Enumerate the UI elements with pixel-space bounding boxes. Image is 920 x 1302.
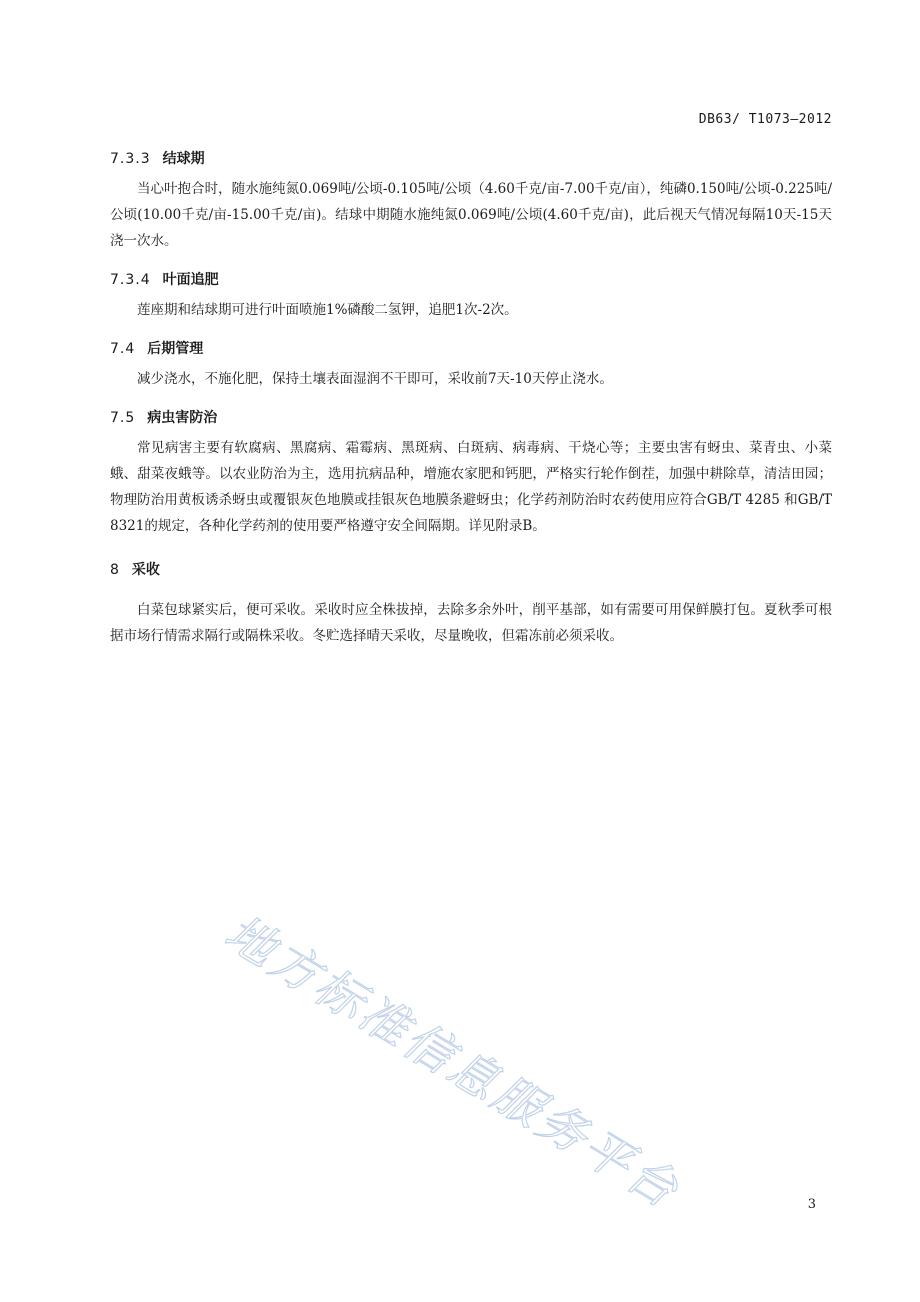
- section-paragraph: 当心叶抱合时，随水施纯氮0.069吨/公顷-0.105吨/公顷（4.60千克/亩-7.00千克/亩），纯磷0.150吨/公顷-0.225吨/公顷(10.00千克/亩-15.00千克/亩)。结球中期随水施纯氮0.069吨/公顷(4.60千克/亩)，此后视天气情况每隔10天-15天浇一次水。: [110, 181, 832, 249]
- section-number: 7.3.4: [110, 272, 151, 288]
- section-paragraph: 白菜包球紧实后，便可采收。采收时应全株拔掉，去除多余外叶，削平基部，如有需要可用保鲜膜打包。夏秋季可根据市场行情需求隔行或隔株采收。冬贮选择晴天采收，尽量晚收，但霜冻前必须采收。: [110, 602, 832, 644]
- section-heading: [110, 267, 832, 293]
- standard-code: DB63/ T1073—2012: [698, 112, 832, 127]
- section-paragraph: 莲座期和结球期可进行叶面喷施1%磷酸二氢钾，追肥1次-2次。: [137, 302, 518, 318]
- section-paragraph: 常见病害主要有软腐病、黑腐病、霜霉病、黑斑病、白斑病、病毒病、干烧心等；主要虫害有蚜虫、菜青虫、小菜蛾、甜菜夜蛾等。以农业防治为主，选用抗病品种，增施农家肥和钙肥，严格实行轮作倒茬，加强中耕除草，清洁田园；物理防治用黄板诱杀蚜虫或覆银灰色地膜或挂银灰色地膜条避蚜虫；化学药剂防治时农药使用应符合GB/T 4285 和GB/T 8321的规定，各种化学药剂的使用要严格遵守安全间隔期。详见附录B。: [110, 440, 832, 534]
- section-heading: [110, 336, 832, 362]
- section-7-4: [110, 336, 832, 392]
- section-8: [110, 557, 832, 649]
- section-paragraph: 减少浇水，不施化肥，保持土壤表面湿润不干即可，采收前7天-10天停止浇水。: [137, 371, 613, 387]
- section-heading: [110, 557, 832, 583]
- section-number: 7.5: [110, 410, 136, 426]
- section-title: 叶面追肥: [162, 272, 219, 288]
- section-title: 结球期: [162, 151, 205, 167]
- section-heading: [110, 146, 832, 172]
- section-heading: [110, 405, 832, 431]
- watermark: 地方标准信息服务平台: [215, 904, 690, 1221]
- section-number: 7.4: [110, 341, 136, 357]
- section-number: 8: [110, 562, 120, 578]
- section-7-3-3: [110, 146, 832, 254]
- document-body: [110, 146, 832, 662]
- section-7-5: [110, 405, 832, 539]
- section-title: 病虫害防治: [147, 410, 218, 426]
- section-title: 采收: [131, 562, 160, 578]
- section-number: 7.3.3: [110, 151, 151, 167]
- section-7-3-4: [110, 267, 832, 323]
- section-title: 后期管理: [147, 341, 204, 357]
- page-number: 3: [807, 1197, 816, 1212]
